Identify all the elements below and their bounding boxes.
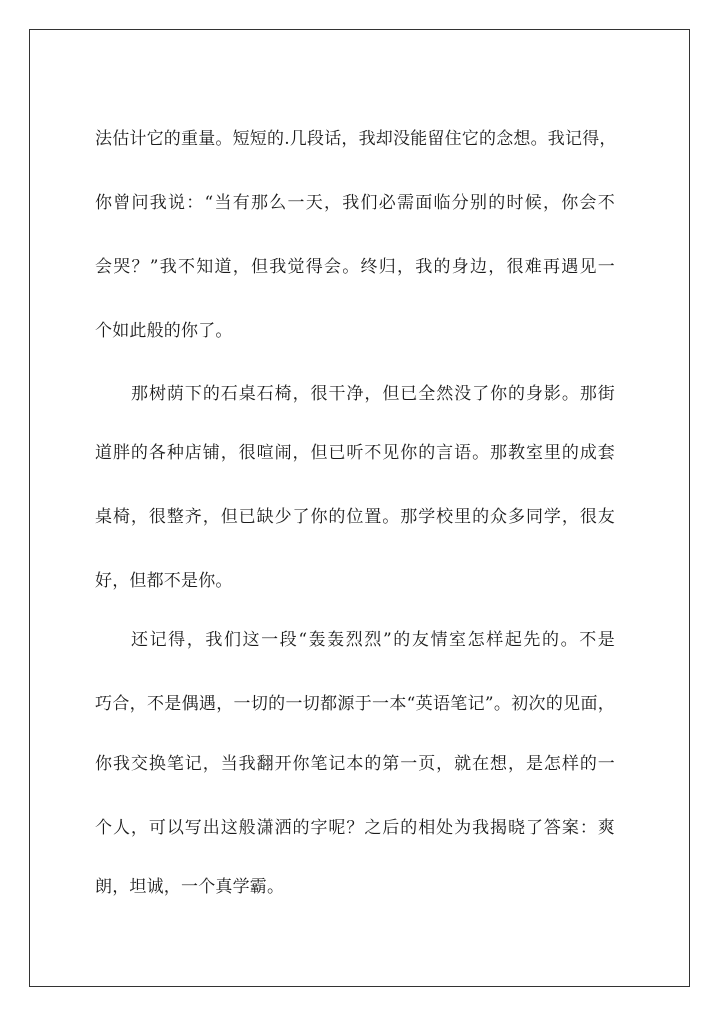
text-line: 道胖的各种店铺，很喧闹，但已听不见你的言语。那教室里的成套 bbox=[95, 443, 615, 463]
text-line: 巧合，不是偶遇，一切的一切都源于一本“英语笔记”。初次的见面， bbox=[95, 694, 615, 714]
text-line: 个如此般的你了。 bbox=[95, 321, 233, 341]
text-line: 桌椅，很整齐，但已缺少了你的位置。那学校里的众多同学，很友 bbox=[95, 507, 615, 527]
text-line: 会哭？”我不知道，但我觉得会。终归，我的身边，很难再遇见一 bbox=[95, 257, 615, 277]
text-line: 你曾问我说：“当有那么一天，我们必需面临分别的时候，你会不 bbox=[95, 193, 615, 213]
paragraph-start-line: 还记得，我们这一段“轰轰烈烈”的友情室怎样起先的。不是 bbox=[131, 630, 615, 650]
text-line: 个人，可以写出这般潇洒的字呢？之后的相处为我揭晓了答案：爽 bbox=[95, 818, 615, 838]
text-line: 朗，坦诚，一个真学霸。 bbox=[95, 877, 285, 897]
text-line: 好，但都不是你。 bbox=[95, 571, 233, 591]
text-line: 法估计它的重量。短短的.几段话，我却没能留住它的念想。我记得， bbox=[95, 129, 617, 149]
text-line: 你我交换笔记，当我翻开你笔记本的第一页，就在想，是怎样的一 bbox=[95, 754, 615, 774]
paragraph-start-line: 那树荫下的石桌石椅，很干净，但已全然没了你的身影。那街 bbox=[131, 384, 615, 404]
